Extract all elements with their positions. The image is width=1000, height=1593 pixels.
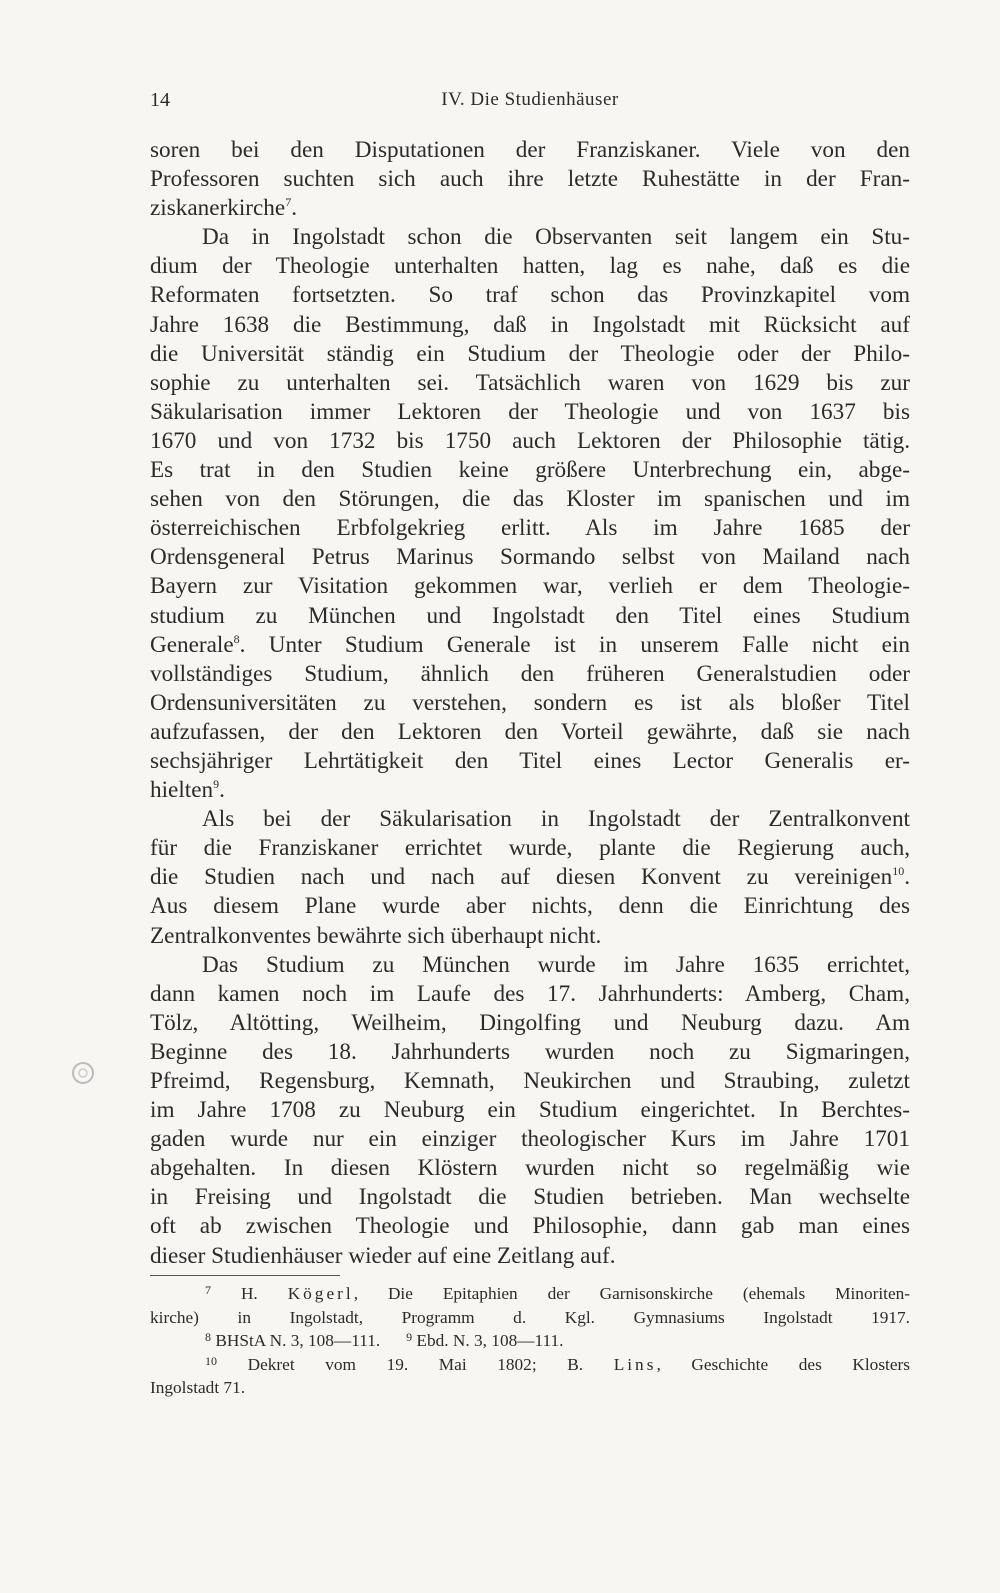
footnote-ref: 8 — [233, 631, 240, 646]
footnote-number: 9 — [406, 1330, 413, 1344]
footnote-divider — [150, 1275, 340, 1276]
page-number: 14 — [150, 89, 170, 111]
text-line: vollständiges Studium, ähnlich den früheren Generalstudien oder — [150, 660, 910, 687]
text-line: Pfreimd, Regensburg, Kemnath, Neukirchen und Straubing, zuletzt — [150, 1068, 910, 1094]
text-line: im Jahre 1708 zu Neuburg ein Studium eingerichtet. In Berchtes- — [150, 1097, 910, 1124]
text-line: Beginne des 18. Jahrhunderts wurden noch zu Sigmaringen, — [150, 1038, 910, 1065]
footnote-line: $^8$ BHStA N. 3, 108—111. $^9$ Ebd. N. 3, 108—111. — [205, 1330, 564, 1350]
author-name: Lins — [613, 1354, 657, 1374]
text-line: aufzufassen, der den Lektoren den Vorteil gewährte, daß sie nach — [150, 718, 910, 745]
footnote-number: 10 — [205, 1353, 217, 1368]
footnotes — [150, 1282, 910, 1400]
text-line: studium zu München und Ingolstadt den Titel eines Studium — [150, 602, 910, 629]
text-line: Jahre 1638 die Bestimmung, daß in Ingolstadt mit Rücksicht auf — [150, 311, 910, 338]
text-line: Professoren suchten sich auch ihre letzte Ruhestätte in der Fran- — [150, 166, 910, 193]
scan-stamp-icon — [70, 1060, 96, 1086]
text-line: Es trat in den Studien keine größere Unterbrechung ein, abge- — [150, 457, 910, 484]
text-line: sechsjähriger Lehrtätigkeit den Titel eines Lector Generalis er- — [150, 747, 910, 774]
footnote-line: Ingolstadt 71. — [150, 1378, 246, 1397]
text-line: Ordensuniversitäten zu verstehen, sondern es ist als bloßer Titel — [150, 689, 910, 716]
text-line: Zentralkonventes bewährte sich überhaupt nicht. — [150, 922, 602, 949]
main-text — [150, 136, 910, 1271]
author-name: Kögerl — [287, 1284, 354, 1303]
text-line: Ordensgeneral Petrus Marinus Sormando selbst von Mailand nach — [150, 544, 910, 571]
text-line: Aus diesem Plane wurde aber nichts, denn die Einrichtung des — [150, 893, 910, 920]
text-line: Tölz, Altötting, Weilheim, Dingolfing und Neuburg dazu. Am — [150, 1009, 910, 1036]
text-line: abgehalten. In diesen Klöstern wurden nicht so regelmäßig wie — [150, 1155, 910, 1182]
text-line: die Studien nach und nach auf diesen Konvent zu vereinigen$^{10}$. — [150, 864, 910, 891]
text-line: Das Studium zu München wurde im Jahre 1635 errichtet, — [202, 951, 910, 978]
footnote-line: kirche) in Ingolstadt, Programm d. Kgl. Gymnasiums Ingolstadt 1917. — [150, 1307, 910, 1327]
footnote-ref: 10 — [892, 864, 905, 879]
text-line: in Freising und Ingolstadt die Studien betrieben. Man wechselte — [150, 1184, 910, 1211]
text-line: Reformaten fortsetzten. So traf schon das Provinzkapitel vom — [150, 282, 910, 309]
text-line: dieser Studienhäuser wieder auf eine Zeitlang auf. — [150, 1242, 616, 1269]
text-line: die Universität ständig ein Studium der Theologie oder der Philo- — [150, 340, 910, 367]
text-line: Generale$^8$. Unter Studium Generale ist in unserem Falle nicht ein — [150, 631, 910, 658]
text-line: Da in Ingolstadt schon die Observanten seit langem ein Stu- — [202, 224, 910, 251]
text-line: soren bei den Disputationen der Franziskaner. Viele von den — [150, 137, 910, 163]
footnote-ref: 7 — [285, 195, 292, 210]
text-line: Säkularisation immer Lektoren der Theologie und von 1637 bis — [150, 398, 910, 425]
page-header — [150, 89, 910, 119]
footnote-number: 8 — [205, 1330, 211, 1344]
footnote-number: 7 — [205, 1283, 211, 1297]
text-line: 1670 und von 1732 bis 1750 auch Lektoren der Philosophie tätig. — [150, 427, 910, 454]
footnote-line: $^7$ H. Kögerl, Die Epitaphien der Garnisonskirche (ehemals Minoriten- — [205, 1283, 911, 1303]
text-line: ziskanerkirche$^7$. — [150, 195, 297, 222]
text-line: sehen von den Störungen, die das Kloster im spanischen und im — [150, 486, 910, 513]
text-line: gaden wurde nur ein einziger theologischer Kurs im Jahre 1701 — [150, 1126, 910, 1153]
footnote-ref: 9 — [213, 777, 220, 792]
footnote-line: $^{10}$ Dekret vom 19. Mai 1802; B. Lins, Geschichte des Klosters — [205, 1353, 911, 1374]
text-line: Als bei der Säkularisation in Ingolstadt der Zentralkonvent — [202, 806, 910, 833]
text-line: hielten$^9$. — [150, 777, 225, 804]
text-line: dann kamen noch im Laufe des 17. Jahrhunderts: Amberg, Cham, — [150, 980, 910, 1007]
text-line: sophie zu unterhalten sei. Tatsächlich waren von 1629 bis zur — [150, 369, 910, 396]
text-line: österreichischen Erbfolgekrieg erlitt. Als im Jahre 1685 der — [150, 515, 910, 542]
text-line: dium der Theologie unterhalten hatten, lag es nahe, daß es die — [150, 253, 910, 280]
text-line: oft ab zwischen Theologie und Philosophie, dann gab man eines — [150, 1213, 910, 1240]
text-line: Bayern zur Visitation gekommen war, verlieh er dem Theologie- — [150, 573, 910, 600]
running-title: IV. Die Studienhäuser — [441, 89, 619, 110]
text-line: für die Franziskaner errichtet wurde, plante die Regierung auch, — [150, 835, 910, 862]
